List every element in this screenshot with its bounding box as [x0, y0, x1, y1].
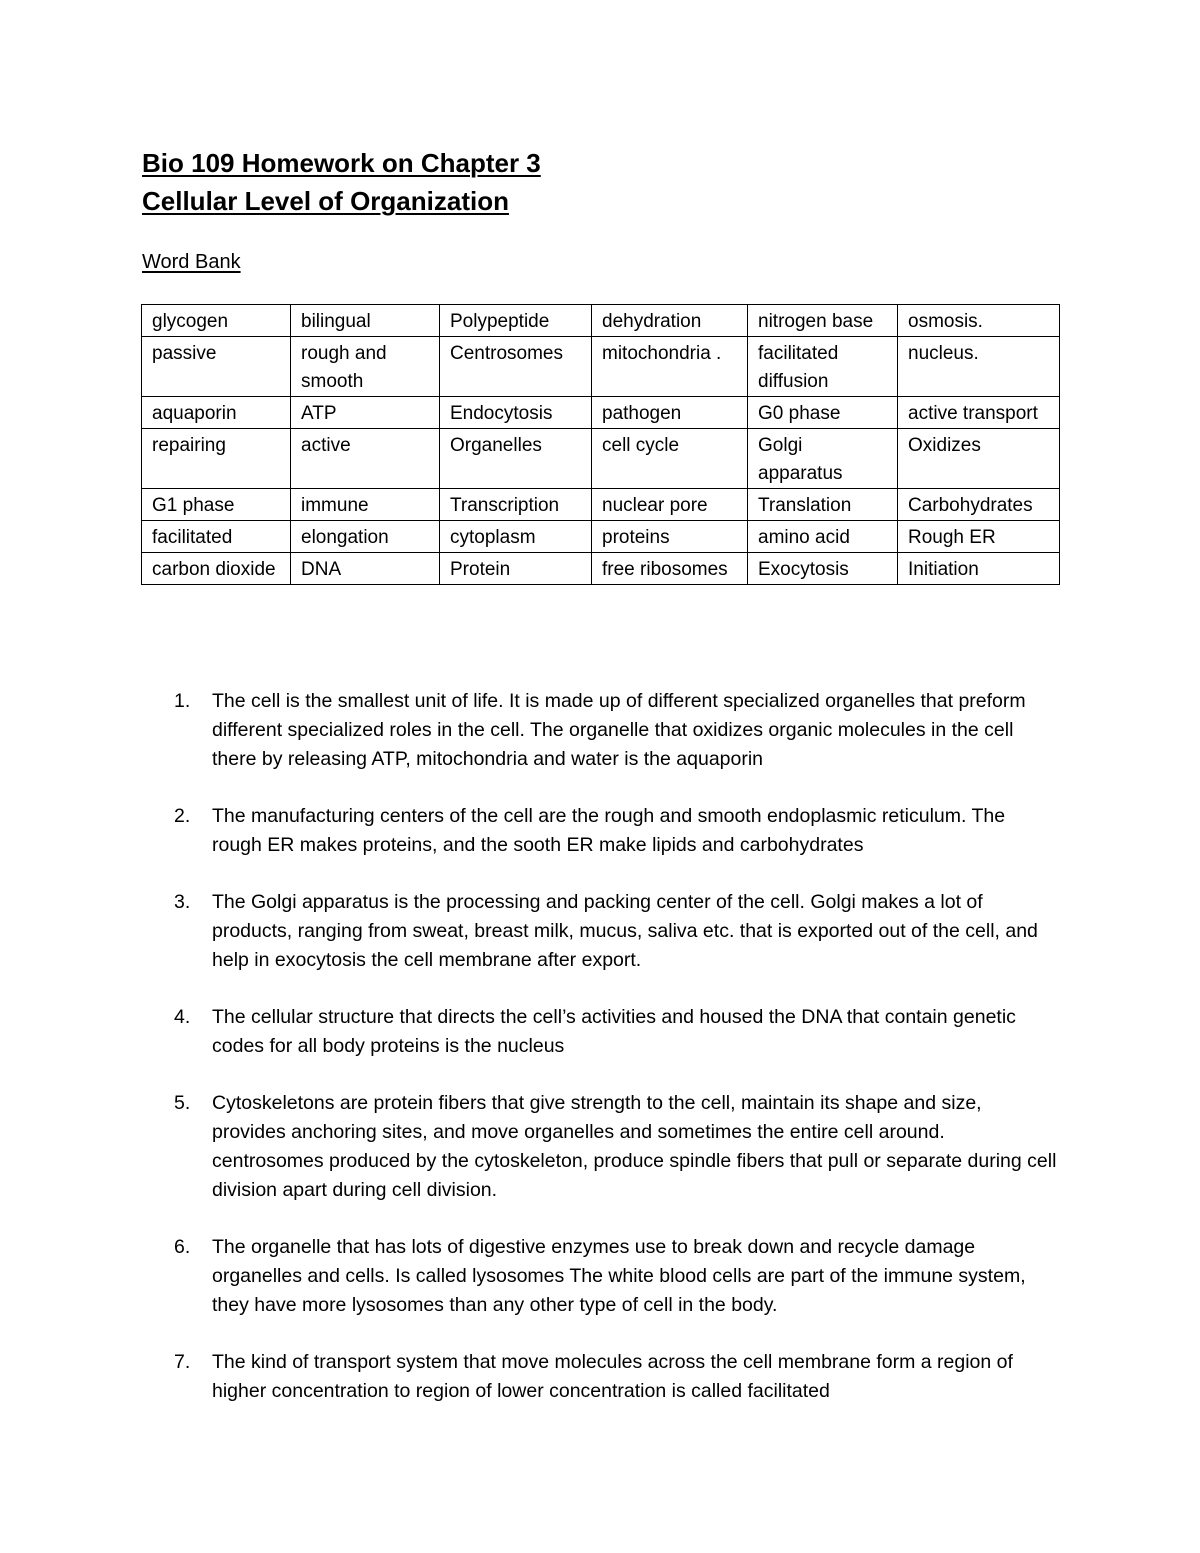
word-bank-cell: Carbohydrates: [898, 489, 1060, 521]
question-number: 1.: [174, 690, 191, 712]
word-bank-cell: G0 phase: [748, 397, 898, 429]
question-text: The cellular structure that directs the cell’s activities and housed the DNA that contain genetic codes for all body proteins is the nucleus: [212, 1006, 1016, 1057]
question-item: [174, 687, 1060, 774]
question-item: [174, 802, 1060, 860]
document-subtitle: Cellular Level of Organization: [142, 186, 509, 216]
word-bank-cell: DNA: [291, 553, 440, 585]
word-bank-cell: free ribosomes: [592, 553, 748, 585]
word-bank-cell: cytoplasm: [440, 521, 592, 553]
word-bank-cell: facilitated: [142, 521, 291, 553]
question-text: The cell is the smallest unit of life. It is made up of different specialized organelles that preform different specialized roles in the cell. The organelle that oxidizes organic molecules in the cell there by releasing ATP, mitochondria and water is the aquaporin: [212, 690, 1026, 770]
word-bank-cell: Initiation: [898, 553, 1060, 585]
word-bank-cell: G1 phase: [142, 489, 291, 521]
word-bank-row: [142, 489, 1060, 521]
word-bank-row: [142, 553, 1060, 585]
word-bank-cell: pathogen: [592, 397, 748, 429]
word-bank-cell: bilingual: [291, 305, 440, 337]
word-bank-row: [142, 397, 1060, 429]
word-bank-cell: Rough ER: [898, 521, 1060, 553]
word-bank-row: [142, 521, 1060, 553]
word-bank-cell: Centrosomes: [440, 337, 592, 397]
word-bank-cell: mitochondria .: [592, 337, 748, 397]
word-bank-cell: Exocytosis: [748, 553, 898, 585]
question-number: 5.: [174, 1092, 191, 1114]
question-item: [174, 1003, 1060, 1061]
word-bank-cell: active: [291, 429, 440, 489]
word-bank-cell: active transport: [898, 397, 1060, 429]
word-bank-cell: repairing: [142, 429, 291, 489]
word-bank-cell: Transcription: [440, 489, 592, 521]
word-bank-cell: ATP: [291, 397, 440, 429]
word-bank-cell: nuclear pore: [592, 489, 748, 521]
word-bank-cell: immune: [291, 489, 440, 521]
word-bank-cell: Translation: [748, 489, 898, 521]
question-number: 3.: [174, 891, 191, 913]
word-bank-cell: rough and smooth: [291, 337, 440, 397]
word-bank-cell: Polypeptide: [440, 305, 592, 337]
word-bank-cell: Organelles: [440, 429, 592, 489]
question-item: [174, 1233, 1060, 1320]
document-title: Bio 109 Homework on Chapter 3: [142, 148, 541, 178]
word-bank-cell: dehydration: [592, 305, 748, 337]
word-bank-table: [141, 304, 1060, 585]
question-number: 2.: [174, 805, 191, 827]
word-bank-cell: facilitated diffusion: [748, 337, 898, 397]
word-bank-cell: glycogen: [142, 305, 291, 337]
word-bank-cell: osmosis.: [898, 305, 1060, 337]
word-bank-cell: amino acid: [748, 521, 898, 553]
word-bank-cell: elongation: [291, 521, 440, 553]
question-text: The organelle that has lots of digestive enzymes use to break down and recycle damage organelles and cells. Is called lysosomes The white blood cells are part of the immune system, they have more lysosomes than any other type of cell in the body.: [212, 1236, 1026, 1316]
word-bank-cell: Oxidizes: [898, 429, 1060, 489]
question-text: The kind of transport system that move molecules across the cell membrane form a region of higher concentration to region of lower concentration is called facilitated: [212, 1351, 1013, 1402]
question-list: [174, 687, 1060, 1434]
word-bank-row: [142, 305, 1060, 337]
word-bank-cell: Golgi apparatus: [748, 429, 898, 489]
question-number: 7.: [174, 1351, 191, 1373]
word-bank-cell: aquaporin: [142, 397, 291, 429]
word-bank-cell: nitrogen base: [748, 305, 898, 337]
question-text: The manufacturing centers of the cell are the rough and smooth endoplasmic reticulum. The rough ER makes proteins, and the sooth ER make lipids and carbohydrates: [212, 805, 1006, 856]
word-bank-row: [142, 337, 1060, 397]
word-bank-heading: Word Bank: [142, 251, 241, 273]
question-item: [174, 1348, 1060, 1406]
word-bank-cell: cell cycle: [592, 429, 748, 489]
word-bank-cell: Protein: [440, 553, 592, 585]
word-bank-cell: passive: [142, 337, 291, 397]
word-bank-cell: proteins: [592, 521, 748, 553]
question-text: Cytoskeletons are protein fibers that give strength to the cell, maintain its shape and size, provides anchoring sites, and move organelles and sometimes the entire cell around. centrosomes produced by the cytoskeleton, produce spindle fibers that pull or separate during cell division apart during cell division.: [212, 1092, 1057, 1201]
question-number: 4.: [174, 1006, 191, 1028]
word-bank-cell: carbon dioxide: [142, 553, 291, 585]
word-bank-row: [142, 429, 1060, 489]
question-item: [174, 1089, 1060, 1205]
question-item: [174, 888, 1060, 975]
word-bank-cell: nucleus.: [898, 337, 1060, 397]
question-number: 6.: [174, 1236, 191, 1258]
word-bank-cell: Endocytosis: [440, 397, 592, 429]
question-text: The Golgi apparatus is the processing and packing center of the cell. Golgi makes a lot of products, ranging from sweat, breast milk, mucus, saliva etc. that is exported out of the cell, and help in exocytosis the cell membrane after export.: [212, 891, 1038, 971]
